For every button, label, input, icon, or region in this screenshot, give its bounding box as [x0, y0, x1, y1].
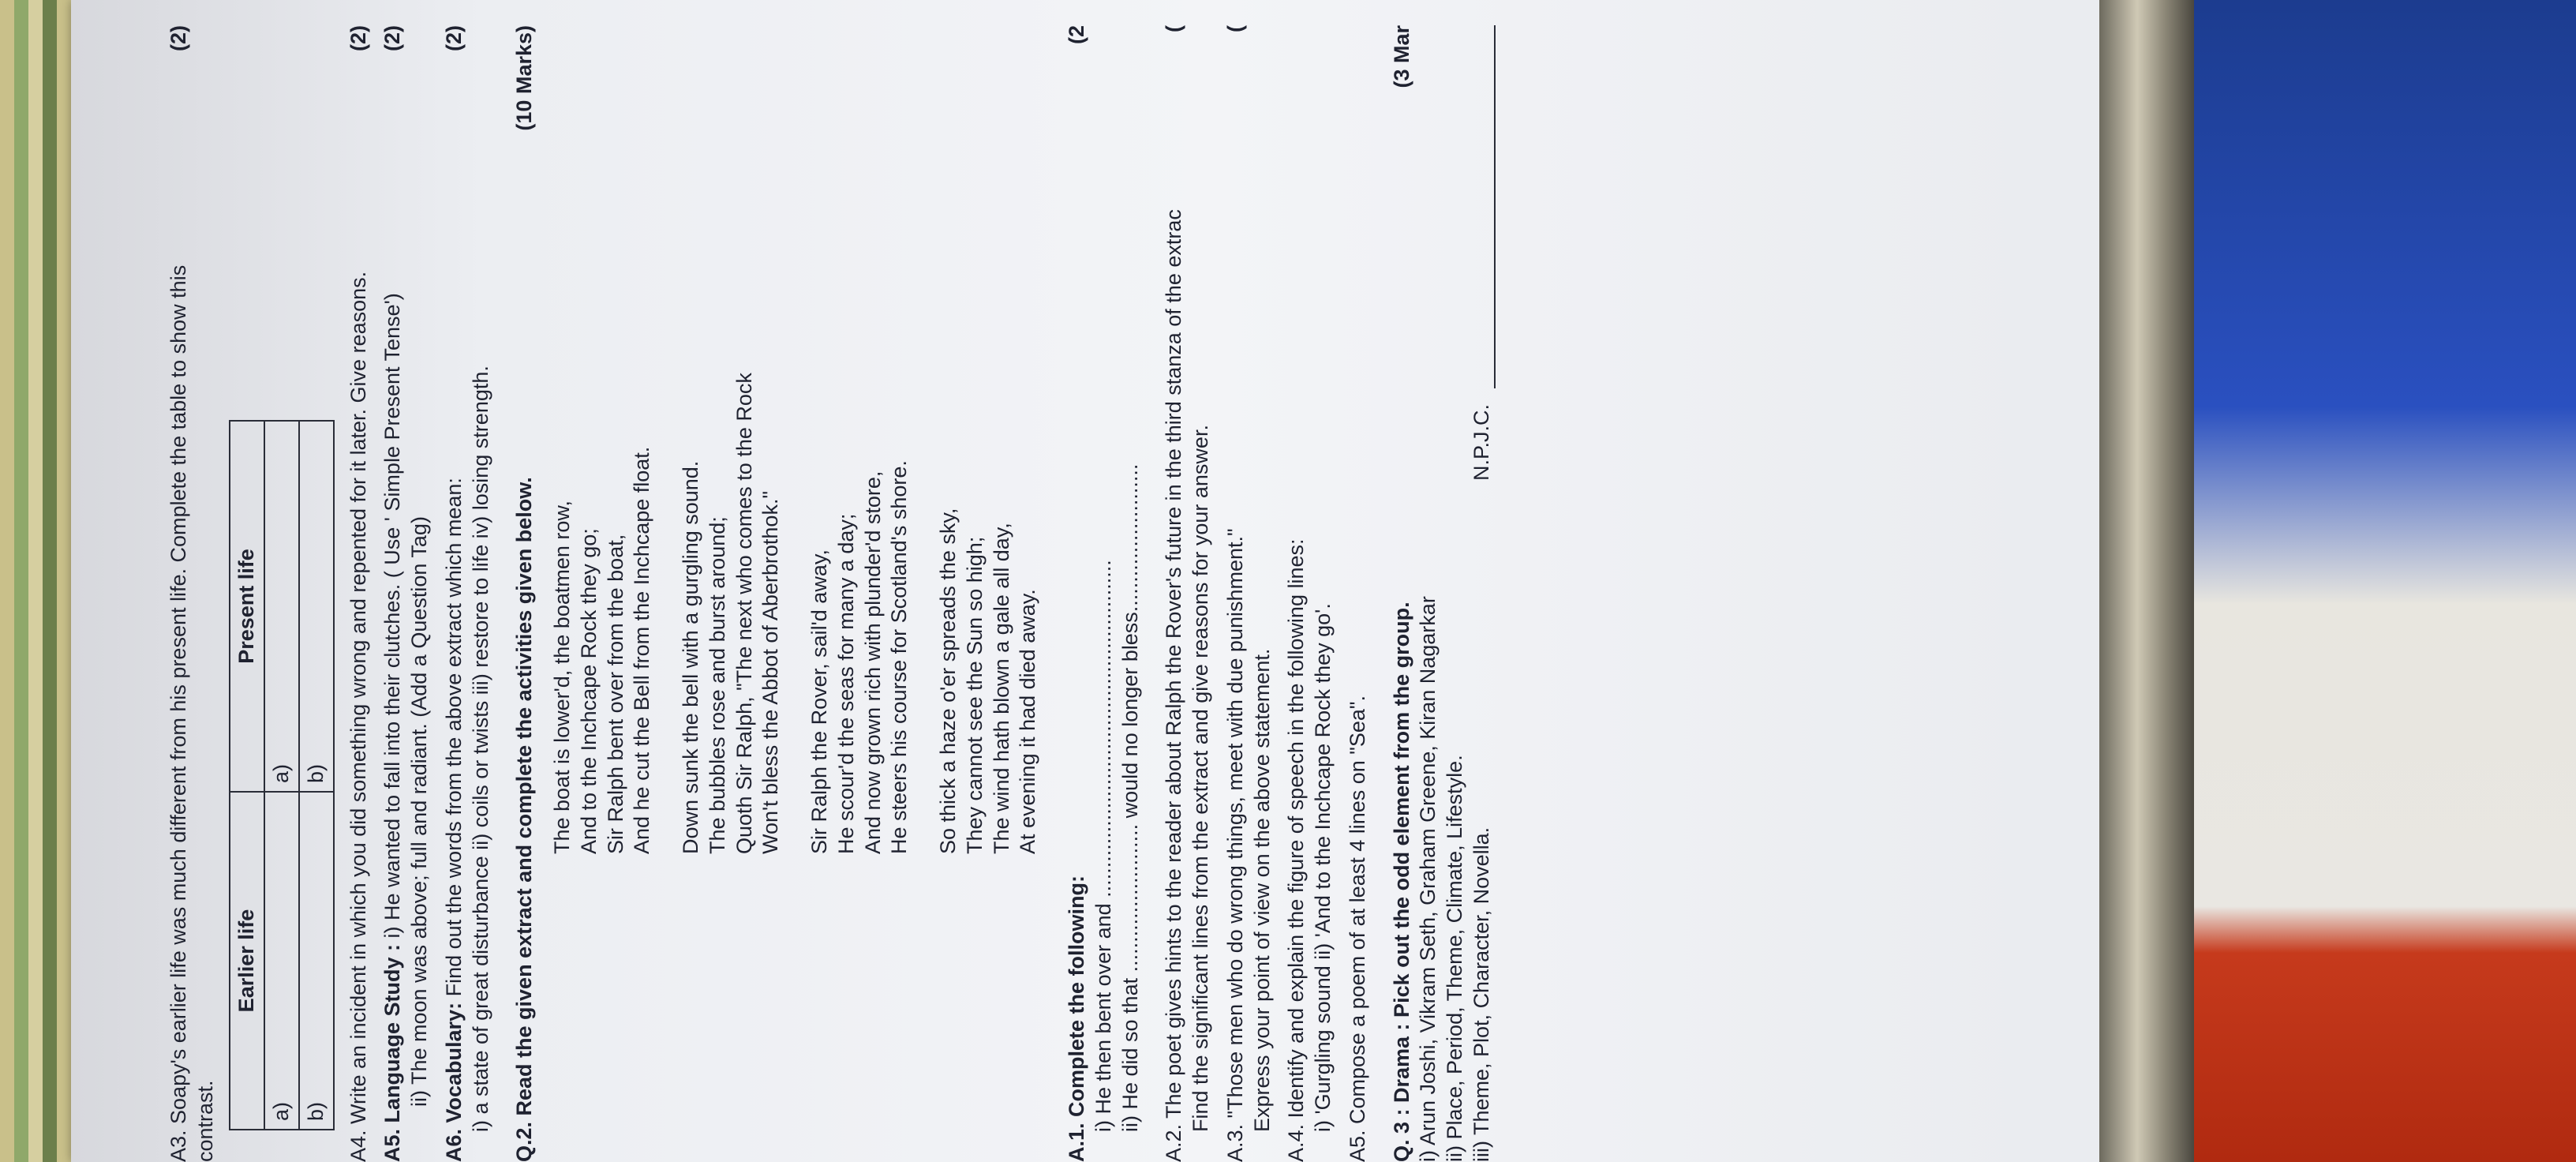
table-cell: b) — [299, 421, 334, 792]
question-q3-item1: i) Arun Joshi, Vikram Seth, Graham Greene, Kiran Nagarkar — [1416, 596, 1440, 1162]
activity-a1-marks: (2 — [1065, 25, 1088, 45]
poem-stanza — [549, 25, 656, 854]
background-right-fabric — [2166, 0, 2576, 1162]
poem-stanza — [678, 25, 784, 854]
question-a6-label: A6. Vocabulary: — [441, 1002, 466, 1162]
question-a3-text-line2: contrast. — [193, 1080, 217, 1162]
poem-line: Down sunk the bell with a gurgling sound. — [679, 460, 702, 854]
question-a3 — [166, 25, 193, 1162]
activity-a4-line1: A.4. Identify and explain the figure of speech in the following lines: — [1284, 538, 1309, 1162]
question-q3-item3: iii) Theme, Plot, Character, Novella. — [1469, 827, 1493, 1162]
poem-stanza — [807, 25, 913, 854]
activity-a3 — [1222, 25, 1249, 1162]
activity-a3-line1: A.3. "Those men who do wrong things, meet with due punishment." — [1222, 528, 1247, 1162]
poem-line: They cannot see the Sun so high; — [962, 536, 987, 854]
poem-line: And to the Inchcape Rock they go; — [576, 528, 601, 854]
activity-a2 — [1161, 25, 1188, 1162]
table-cell: b) — [299, 792, 334, 1130]
poem-line: He scour'd the seas for many a day; — [833, 513, 858, 854]
question-a4-marks: (2) — [346, 25, 370, 51]
activity-a3-line2: Express your point of view on the above statement. — [1249, 648, 1274, 1132]
table-header-present-life: Present life — [230, 421, 264, 792]
question-q3-marks: (3 Mar — [1389, 25, 1413, 88]
question-a4-text: A4. Write an incident in which you did something wrong and repented for it later. Give reasons. — [346, 271, 370, 1162]
question-q3-heading: Q. 3 : Drama : Pick out the odd element from the group. — [1389, 602, 1413, 1162]
poem-line: And he cut the Bell from the Inchcape float. — [630, 446, 654, 854]
poem-line: The bubbles rose and burst around; — [705, 516, 729, 854]
signature-line — [1494, 25, 1496, 388]
table-row — [264, 421, 299, 1130]
table-cell: a) — [264, 792, 299, 1130]
activity-a1-item1: i) He then bent over and ......................................................... — [1091, 560, 1115, 1132]
question-a5-language — [380, 25, 406, 1162]
poem-line: So thick a haze o'er spreads the sky, — [936, 508, 960, 854]
question-a4 — [346, 25, 373, 1162]
question-q2 — [511, 25, 538, 1162]
question-a6-vocabulary — [441, 25, 468, 1162]
activity-a4-line2: i) 'Gurgling sound ii) 'And to the Inchcape Rock they go'. — [1311, 603, 1335, 1132]
question-a6-marks: (2) — [441, 25, 466, 51]
activity-a3-marks: ( — [1222, 25, 1247, 32]
question-q2-marks: (10 Marks) — [512, 25, 537, 131]
poem-extract — [549, 25, 1042, 1162]
question-q3-item2: ii) Place, Period, Theme, Climate, Lifestyle. — [1443, 755, 1466, 1162]
question-q3-drama — [1389, 25, 1416, 1162]
poem-line: Quoth Sir Ralph, "The next who comes to the Rock — [732, 373, 756, 854]
table-cell: a) — [264, 421, 299, 792]
question-a5-item2: ii) The moon was above; full and radiant. (Add a Question Tag) — [407, 516, 431, 1107]
question-a6-text: Find out the words from the above extract which mean: — [441, 478, 466, 997]
poem-line: Won't bless the Abbot of Aberbrothok." — [758, 490, 783, 854]
question-q2-heading: Q.2. Read the given extract and complete the activities given below. — [512, 477, 537, 1162]
activity-a1 — [1064, 25, 1091, 1162]
poem-line: And now grown rich with plunder'd store, — [860, 470, 885, 854]
question-a6-options: i) a state of great disturbance ii) coils or twists iii) restore to life iv) losing strength. — [468, 365, 492, 1132]
poem-line: The boat is lower'd, the boatmen row, — [550, 500, 574, 854]
question-q3-item3-row — [1469, 25, 1496, 1162]
activity-a1-heading: A.1. Complete the following: — [1065, 875, 1088, 1162]
signature-text: N.P.J.C. — [1469, 404, 1493, 482]
poem-stanza — [935, 25, 1042, 854]
question-a5-marks: (2) — [380, 25, 405, 51]
activity-a1-item2: ii) He did so that ......................... would no longer bless......................... — [1118, 463, 1142, 1132]
question-paper-content — [71, 0, 2147, 1162]
table-row — [299, 421, 334, 1130]
question-a3-marks: (2) — [167, 25, 190, 51]
activity-a2-line1: A.2. The poet gives hints to the reader about Ralph the Rover's future in the third stanza of the extrac — [1162, 209, 1186, 1162]
question-a3-text-line1: A3. Soapy's earlier life was much different from his present life. Complete the table to show this — [167, 264, 190, 1162]
poem-line: Sir Ralph bent over from the boat, — [603, 534, 627, 854]
poem-line: The wind hath blown a gale all day, — [989, 523, 1013, 854]
table-header-earlier-life: Earlier life — [230, 792, 264, 1130]
poem-line: He steers his course for Scotland's shore. — [887, 460, 912, 854]
question-a5-item1: i) He wanted to fall into their clutches. ( Use ' Simple Present Tense') — [380, 293, 405, 939]
activity-a5-text: A5. Compose a poem of at least 4 lines on "Sea". — [1345, 695, 1369, 1162]
activity-a2-marks: ( — [1162, 25, 1186, 32]
poem-line: At evening it had died away. — [1016, 589, 1040, 854]
contrast-table — [229, 420, 335, 1130]
question-a5-label: A5. Language Study : — [380, 943, 405, 1162]
poem-line: Sir Ralph the Rover, sail'd away, — [807, 549, 831, 854]
activity-a2-line2: Find the significant lines from the extract and give reasons for your answer. — [1189, 425, 1212, 1132]
